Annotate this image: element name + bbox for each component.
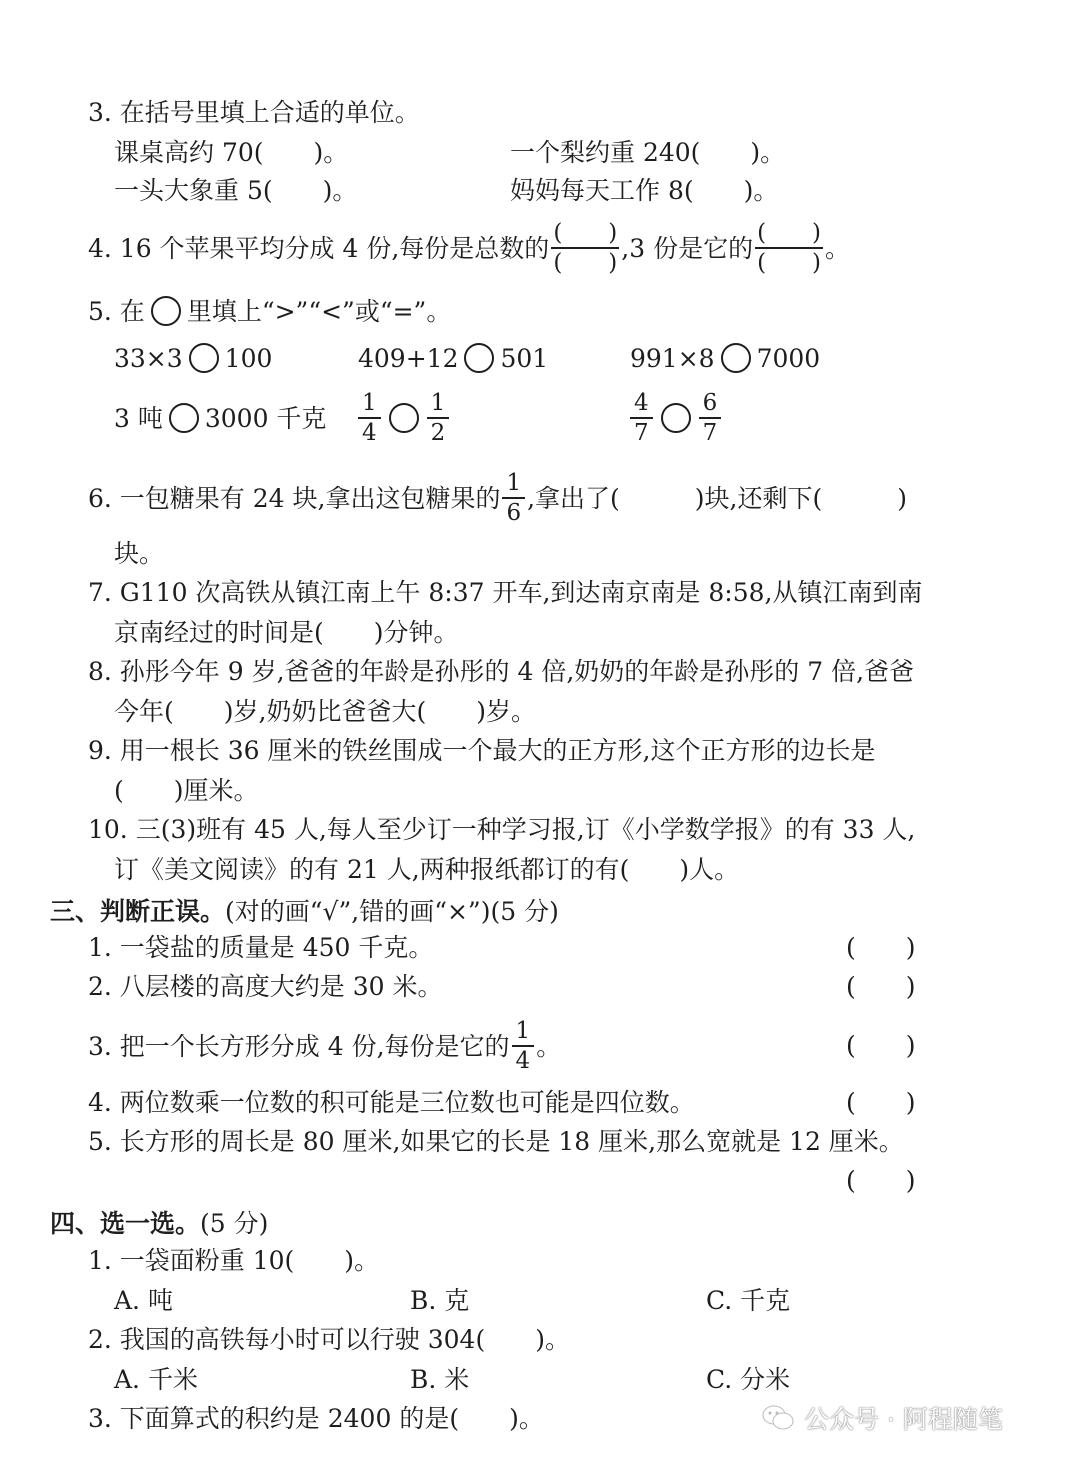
- s4-q1-option-b[interactable]: B. 克: [410, 1286, 470, 1315]
- q4-prefix: 4. 16 个苹果平均分成 4 份,每份是总数的: [88, 233, 550, 263]
- compare-circle[interactable]: [169, 403, 199, 433]
- q8-line1: 8. 孙彤今年 9 岁,爸爸的年龄是孙彤的 4 倍,奶奶的年龄是孙彤的 7 倍,爸爸: [88, 657, 915, 686]
- q9-line2: ( )厘米。: [114, 776, 259, 805]
- q5-r1b: [358, 341, 548, 375]
- fraction-bar: [358, 417, 381, 419]
- fraction-bar: [755, 247, 823, 249]
- s3-item-3-row: [88, 1014, 561, 1078]
- q5-r1a: [114, 341, 272, 375]
- s3-item-3-fraction: [512, 1019, 535, 1073]
- q5-r1c: [630, 341, 820, 375]
- s4-q3: 3. 下面算式的积约是 2400 的是( )。: [88, 1404, 544, 1433]
- section3-title: 三、判断正误。: [50, 896, 226, 926]
- section3-heading: [50, 896, 559, 926]
- q3-item-a: 课桌高约 70( )。: [114, 138, 349, 167]
- s4-q1: 1. 一袋面粉重 10( )。: [88, 1246, 380, 1275]
- s3-item-2: 2. 八层楼的高度大约是 30 米。: [88, 972, 443, 1001]
- q5-r1c-left: 991×8: [630, 343, 715, 373]
- compare-circle[interactable]: [721, 343, 751, 373]
- s3-item-3-suffix: 。: [536, 1031, 562, 1061]
- q5-prefix: 5. 在: [88, 296, 145, 326]
- s4-q2: 2. 我国的高铁每小时可以行驶 304( )。: [88, 1325, 570, 1354]
- fraction-bar: [427, 417, 450, 419]
- fraction-den: 7: [634, 420, 649, 446]
- q5-r2a-right: 3000 千克: [204, 403, 327, 433]
- q4-f1-den: ( ): [553, 250, 618, 276]
- q5-r2b: [356, 386, 451, 450]
- s3-answer-1[interactable]: ( ): [846, 933, 916, 962]
- q5-fraction-1: [358, 391, 381, 445]
- fraction-den: 7: [702, 420, 718, 446]
- q10-line1: 10. 三(3)班有 45 人,每人至少订一种学习报,订《小学数学报》的有 33 人,: [88, 815, 916, 844]
- q6-line2: 块。: [114, 539, 165, 568]
- q6-prefix: 6. 一包糖果有 24 块,拿出这包糖果的: [88, 483, 501, 513]
- q5-title: [88, 294, 451, 328]
- section4-heading: [50, 1208, 268, 1238]
- q5-r1a-right: 100: [224, 343, 273, 373]
- q6-suffix: ,拿出了( )块,还剩下( ): [527, 483, 908, 513]
- s3-item-5: 5. 长方形的周长是 80 厘米,如果它的长是 18 厘米,那么宽就是 12 厘米。: [88, 1127, 904, 1156]
- s3-item-3: 3. 把一个长方形分成 4 份,每份是它的: [88, 1031, 510, 1061]
- q6-line1: [88, 466, 907, 530]
- fraction-bar: [699, 417, 722, 419]
- wechat-icon: [762, 1404, 794, 1432]
- fraction-bar: [512, 1045, 535, 1047]
- fraction-den: 4: [515, 1048, 531, 1074]
- q5-fraction-4: [699, 391, 722, 445]
- compare-circle[interactable]: [464, 343, 494, 373]
- q4-fraction-blank-1[interactable]: [551, 221, 619, 275]
- q4-fraction-blank-2[interactable]: [755, 221, 823, 275]
- q3-item-c: 一头大象重 5( )。: [114, 176, 358, 205]
- q4-f1-num: ( ): [553, 219, 618, 246]
- fraction-den: 4: [362, 420, 377, 446]
- s4-q1-option-a[interactable]: A. 吨: [114, 1286, 173, 1315]
- q4-suffix: 。: [825, 233, 851, 263]
- fraction-num: 1: [430, 389, 446, 416]
- q9-line1: 9. 用一根长 36 厘米的铁丝围成一个最大的正方形,这个正方形的边长是: [88, 736, 876, 765]
- s3-answer-2[interactable]: ( ): [846, 972, 916, 1001]
- q5-fraction-3: [630, 391, 653, 445]
- fraction-bar: [502, 497, 525, 499]
- fraction-num: 1: [506, 469, 522, 496]
- q5-fraction-2: [427, 391, 450, 445]
- q4-f2-num: ( ): [757, 219, 822, 246]
- section4-note: (5 分): [200, 1208, 269, 1238]
- compare-circle-icon: [151, 296, 181, 326]
- q10-line2: 订《美文阅读》的有 21 人,两种报纸都订的有( )人。: [114, 855, 740, 884]
- section4-title: 四、选一选。: [50, 1208, 201, 1238]
- watermark-text: 公众号 · 阿程随笔: [804, 1405, 1003, 1434]
- s4-q2-option-c[interactable]: C. 分米: [706, 1365, 791, 1394]
- q4-line: [88, 216, 850, 280]
- watermark: [762, 1400, 1003, 1436]
- compare-circle[interactable]: [389, 403, 419, 433]
- s3-item-4: 4. 两位数乘一位数的积可能是三位数也可能是四位数。: [88, 1088, 695, 1117]
- compare-circle[interactable]: [189, 343, 219, 373]
- q5-suffix: 里填上“>”“<”或“=”。: [186, 296, 452, 326]
- s3-answer-5[interactable]: ( ): [846, 1166, 916, 1195]
- fraction-bar: [630, 417, 653, 419]
- q5-r1c-right: 7000: [756, 343, 821, 373]
- q4-f2-den: ( ): [757, 250, 822, 276]
- q3-item-d: 妈妈每天工作 8( )。: [510, 176, 779, 205]
- fraction-num: 4: [634, 389, 649, 416]
- s4-q2-option-a[interactable]: A. 千米: [114, 1365, 198, 1394]
- q8-line2: 今年( )岁,奶奶比爸爸大( )岁。: [114, 697, 536, 726]
- q5-r1a-left: 33×3: [114, 343, 183, 373]
- compare-circle[interactable]: [661, 403, 691, 433]
- q7-line2: 京南经过的时间是( )分钟。: [114, 618, 459, 647]
- q5-r2a: [114, 386, 326, 450]
- fraction-den: 6: [506, 500, 522, 526]
- q5-r2c: [628, 386, 723, 450]
- q3-item-b: 一个梨约重 240( )。: [510, 138, 786, 167]
- q4-middle: ,3 份是它的: [621, 233, 754, 263]
- s3-answer-3[interactable]: ( ): [846, 1031, 916, 1060]
- fraction-den: 2: [430, 420, 446, 446]
- fraction-num: 1: [515, 1017, 531, 1044]
- q5-r2a-left: 3 吨: [114, 403, 163, 433]
- fraction-bar: [551, 247, 619, 249]
- q6-fraction: [502, 471, 525, 525]
- q7-line1: 7. G110 次高铁从镇江南上午 8:37 开车,到达南京南是 8:58,从镇江南到南: [88, 578, 923, 607]
- fraction-num: 1: [362, 389, 377, 416]
- fraction-num: 6: [702, 389, 718, 416]
- s3-item-1: 1. 一袋盐的质量是 450 千克。: [88, 933, 434, 962]
- q5-r1b-left: 409+12: [358, 343, 459, 373]
- q5-r1b-right: 501: [500, 343, 549, 373]
- s4-q1-option-c[interactable]: C. 千克: [706, 1286, 791, 1315]
- q3-title: 3. 在括号里填上合适的单位。: [88, 98, 420, 127]
- s4-q2-option-b[interactable]: B. 米: [410, 1365, 470, 1394]
- s3-answer-4[interactable]: ( ): [846, 1088, 916, 1117]
- section3-note: (对的画“√”,错的画“×”)(5 分): [225, 896, 559, 926]
